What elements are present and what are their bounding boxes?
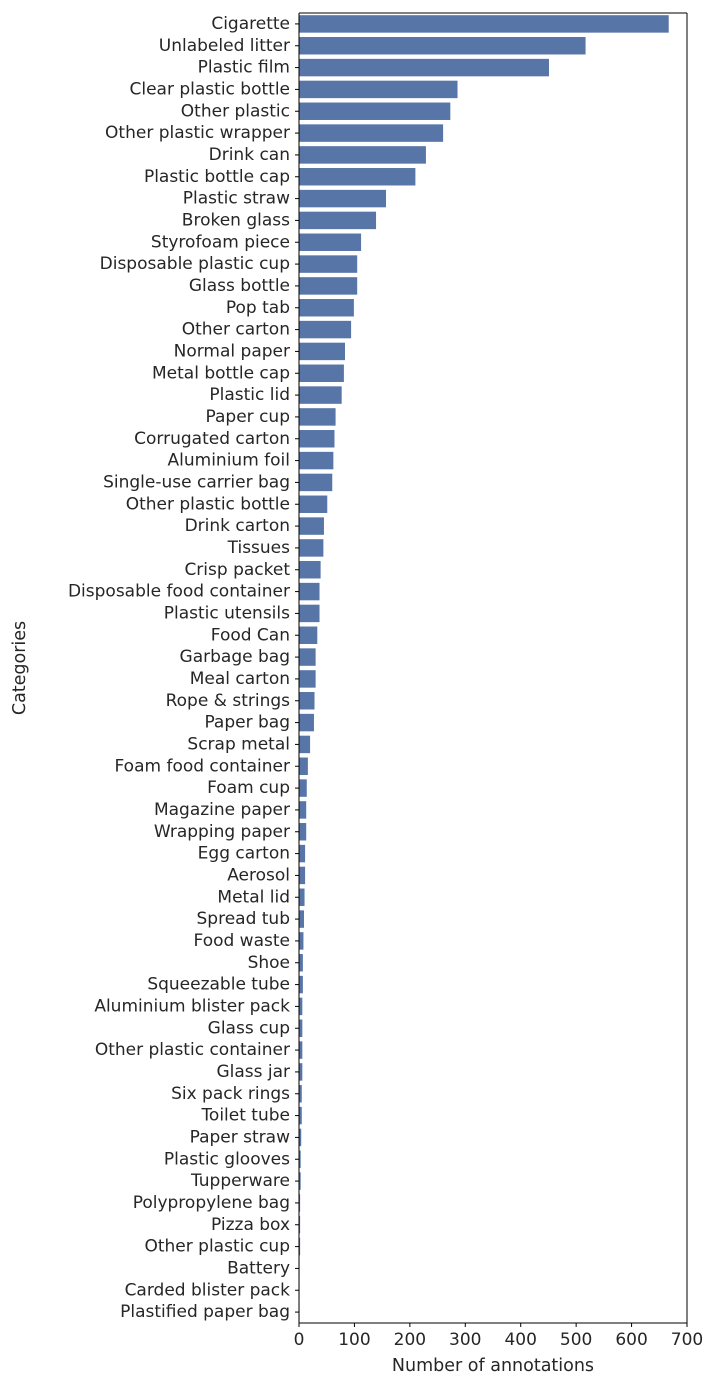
bar (299, 146, 426, 163)
bar (299, 277, 357, 294)
category-label: Other plastic (180, 101, 290, 122)
x-tick-label: 0 (293, 1330, 305, 1350)
category-label: Plastic utensils (163, 603, 290, 624)
bar (299, 889, 305, 906)
category-label: Toilet tube (201, 1105, 290, 1126)
category-label: Egg carton (197, 843, 290, 864)
category-label: Paper bag (204, 712, 290, 733)
bar (299, 539, 323, 556)
bar (299, 343, 345, 360)
category-label: Food Can (210, 625, 290, 646)
x-tick-label: 100 (338, 1330, 371, 1350)
category-label: Glass cup (207, 1018, 290, 1039)
category-label: Other plastic cup (144, 1236, 290, 1257)
bar (299, 867, 305, 884)
category-label: Magazine paper (153, 799, 290, 820)
bar (299, 932, 303, 949)
bar (299, 234, 361, 251)
category-label: Six pack rings (171, 1083, 290, 1104)
bar (299, 648, 316, 665)
y-axis-title: Categories (10, 620, 30, 716)
x-tick-label: 400 (504, 1330, 537, 1350)
bar (299, 452, 333, 469)
bar (299, 168, 415, 185)
bar (299, 670, 316, 687)
category-label: Unlabeled litter (158, 35, 290, 56)
bar (299, 496, 327, 513)
bar (299, 365, 344, 382)
bar (299, 321, 351, 338)
category-label: Food waste (193, 930, 290, 951)
category-label: Paper straw (189, 1127, 290, 1148)
category-label: Plastic film (197, 57, 290, 78)
category-label: Broken glass (181, 210, 290, 231)
category-label: Metal lid (217, 887, 290, 908)
bar (299, 386, 342, 403)
category-label: Carded blister pack (124, 1280, 290, 1301)
category-label: Aluminium blister pack (94, 996, 290, 1017)
category-label: Tupperware (190, 1171, 290, 1192)
category-label: Cigarette (211, 13, 290, 34)
category-label: Drink can (208, 144, 290, 165)
category-label: Disposable plastic cup (99, 254, 290, 275)
category-label: Other plastic container (94, 1040, 290, 1061)
bar (299, 845, 305, 862)
category-label: Tissues (227, 537, 290, 558)
category-label: Polypropylene bag (132, 1192, 290, 1213)
category-label: Wrapping paper (153, 821, 290, 842)
category-label: Pizza box (211, 1214, 290, 1235)
category-label: Plastic glooves (163, 1149, 290, 1170)
bar (299, 15, 669, 32)
category-label: Styrofoam piece (150, 232, 290, 253)
bar (299, 474, 332, 491)
bar (299, 299, 354, 316)
category-label: Other plastic bottle (125, 494, 290, 515)
category-label: Battery (227, 1258, 290, 1279)
category-label: Disposable food container (67, 581, 290, 602)
category-label: Corrugated carton (134, 428, 290, 449)
x-ticks-group (294, 1323, 704, 1350)
category-label: Glass bottle (188, 275, 290, 296)
category-label: Foam food container (114, 756, 290, 777)
bar (299, 976, 303, 993)
category-label: Foam cup (207, 778, 290, 799)
bar (299, 408, 336, 425)
category-label: Garbage bag (179, 647, 290, 668)
category-label: Plastic lid (209, 385, 290, 406)
bar (299, 823, 306, 840)
category-label: Rope & strings (165, 690, 290, 711)
category-label: Other plastic wrapper (105, 123, 290, 144)
bar (299, 59, 549, 76)
category-label: Spread tub (196, 909, 290, 930)
category-label: Shoe (247, 952, 290, 973)
category-label: Aluminium foil (167, 450, 290, 471)
category-label: Metal bottle cap (151, 363, 290, 384)
bar (299, 692, 315, 709)
category-label: Meal carton (189, 668, 290, 689)
bar (299, 190, 386, 207)
bar (299, 103, 450, 120)
category-label: Plastified paper bag (120, 1302, 290, 1323)
category-label: Other carton (181, 319, 290, 340)
category-label: Normal paper (173, 341, 290, 362)
bar (299, 81, 458, 98)
bars-group (299, 15, 669, 1321)
category-label: Glass jar (216, 1061, 290, 1082)
category-label: Clear plastic bottle (129, 79, 290, 100)
x-tick-label: 600 (615, 1330, 648, 1350)
bar (299, 910, 304, 927)
bar (299, 736, 310, 753)
x-axis-title: Number of annotations (391, 1356, 595, 1376)
category-label: Paper cup (205, 406, 290, 427)
category-label: Plastic bottle cap (143, 166, 290, 187)
bar (299, 779, 307, 796)
bar (299, 954, 303, 971)
bar (299, 583, 320, 600)
bar (299, 758, 308, 775)
bar (299, 714, 314, 731)
bar (299, 627, 317, 644)
category-label: Single-use carrier bag (103, 472, 290, 493)
bar (299, 37, 586, 54)
bar (299, 605, 320, 622)
x-tick-label: 700 (670, 1330, 704, 1350)
category-label: Pop tab (225, 297, 290, 318)
category-labels-group (68, 14, 299, 1322)
x-tick-label: 300 (449, 1330, 482, 1350)
category-label: Drink carton (184, 516, 290, 537)
x-tick-label: 200 (393, 1330, 427, 1350)
bar (299, 212, 376, 229)
bar (299, 561, 321, 578)
category-label: Aerosol (227, 865, 290, 886)
bar (299, 517, 324, 534)
bar (299, 124, 443, 141)
bar (299, 801, 306, 818)
x-tick-label: 500 (559, 1330, 593, 1350)
category-label: Plastic straw (182, 188, 290, 209)
category-label: Squeezable tube (147, 974, 290, 995)
bar (299, 255, 357, 272)
bar (299, 430, 334, 447)
category-label: Crisp packet (184, 559, 290, 580)
category-label: Scrap metal (187, 734, 290, 755)
